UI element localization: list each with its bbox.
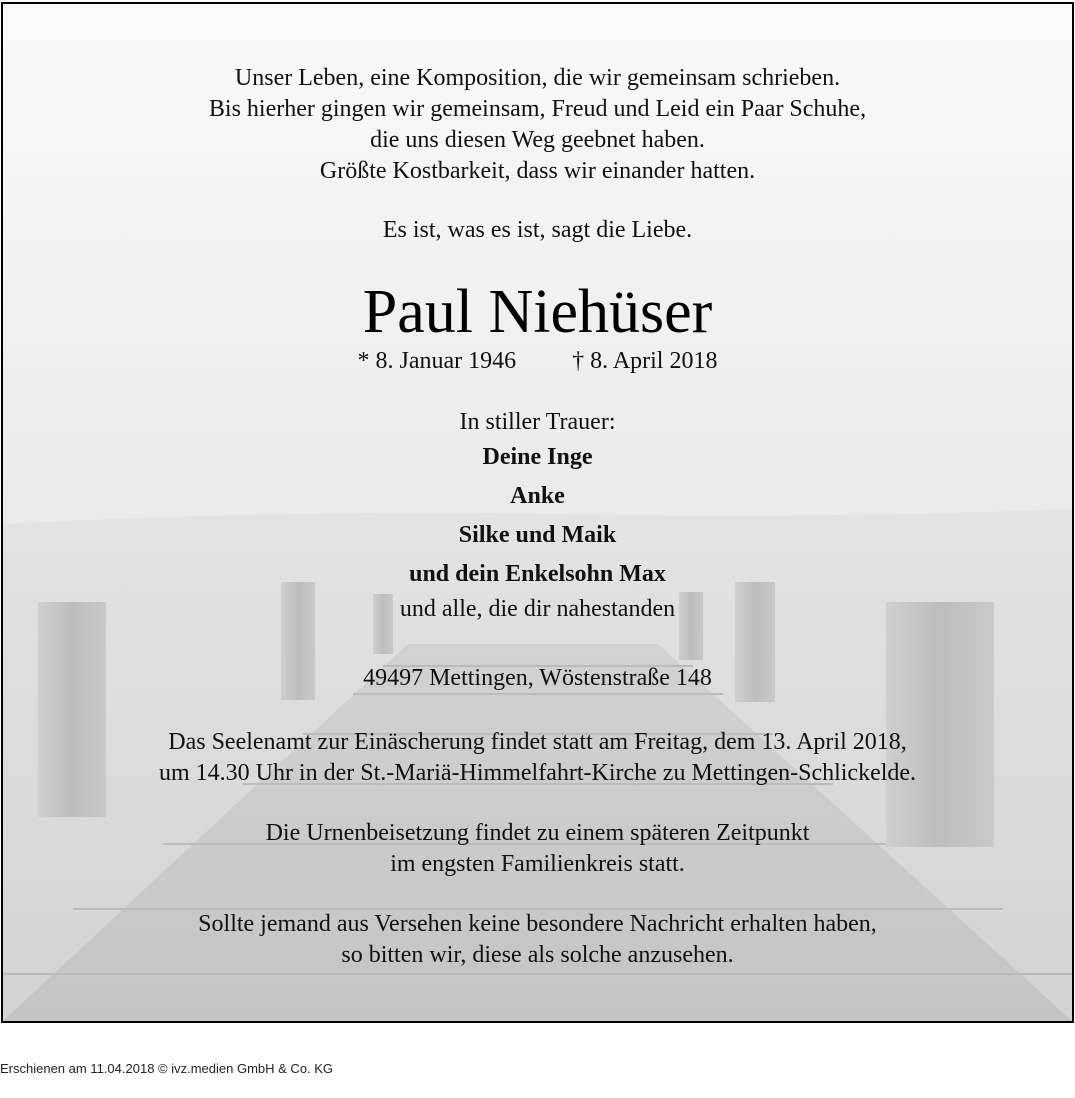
urn-line: im engsten Familienkreis statt. <box>390 851 685 877</box>
address: 49497 Mettingen, Wöstenstraße 148 <box>363 665 712 691</box>
urn-line: Die Urnenbeisetzung findet zu einem späteren Zeitpunkt <box>265 820 810 846</box>
motto: Es ist, was es ist, sagt die Liebe. <box>382 217 693 243</box>
mourners <box>3 407 1072 625</box>
publication-footer: Erschienen am 11.04.2018 © ivz.medien GmbH & Co. KG <box>0 1061 334 1076</box>
family-member: und dein Enkelsohn Max <box>409 561 666 587</box>
poem-line: die uns diesen Weg geebnet haben. <box>370 127 705 153</box>
obituary-frame <box>1 2 1074 1023</box>
family-member: Silke und Maik <box>458 522 617 548</box>
mourners-others: und alle, die dir nahestanden <box>399 596 676 622</box>
poem <box>3 63 1072 187</box>
death-date: † 8. April 2018 <box>572 348 718 374</box>
notice-line: Sollte jemand aus Versehen keine besondere Nachricht erhalten haben, <box>198 911 877 937</box>
obituary-text <box>3 4 1072 1021</box>
mourners-intro: In stiller Trauer: <box>459 409 616 435</box>
poem-line: Größte Kostbarkeit, dass wir einander hatten. <box>319 158 756 184</box>
service-info <box>3 727 1072 789</box>
family-member: Deine Inge <box>482 444 593 470</box>
life-dates <box>3 346 1072 377</box>
service-line: um 14.30 Uhr in der St.-Mariä-Himmelfahrt-Kirche zu Mettingen-Schlickelde. <box>158 760 917 786</box>
family-member: Anke <box>510 483 565 509</box>
service-line: Das Seelenamt zur Einäscherung findet statt am Freitag, dem 13. April 2018, <box>168 729 907 755</box>
urn-burial-info <box>3 818 1072 880</box>
deceased-name: Paul Niehüser <box>362 278 713 346</box>
poem-line: Bis hierher gingen wir gemeinsam, Freud und Leid ein Paar Schuhe, <box>208 96 867 122</box>
birth-date: * 8. Januar 1946 <box>357 348 517 374</box>
notice-line: so bitten wir, diese als solche anzusehen. <box>341 942 734 968</box>
notification-notice <box>3 909 1072 971</box>
poem-line: Unser Leben, eine Komposition, die wir gemeinsam schrieben. <box>234 65 841 91</box>
